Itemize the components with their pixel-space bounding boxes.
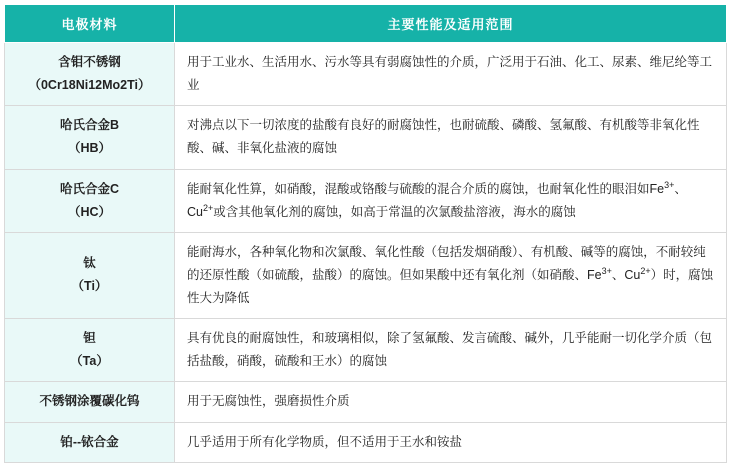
description-cell (175, 382, 727, 422)
description-line: 眼泪如Fe (612, 181, 665, 196)
material-name-line: 钽 (83, 331, 96, 346)
material-cell (5, 232, 175, 318)
superscript-charge: 2+ (640, 265, 651, 276)
table-row (5, 382, 727, 422)
table-row (5, 106, 727, 169)
description-line: ）时，腐蚀性大为降低 (187, 267, 714, 305)
table-row (5, 232, 727, 318)
material-name-line: 含钼不锈钢 (58, 55, 121, 69)
material-code-line: （HB） (67, 141, 112, 156)
column-header-properties: 主要性能及适用范围 (175, 5, 727, 43)
superscript-charge: 3+ (664, 179, 675, 190)
description-line: 能耐海水，各种氧化物和次氯酸、氧化性酸（包括发烟硝酸）、有机酸、碱等 (187, 244, 606, 259)
description-line: 或含其他氧化剂的腐蚀，如高于常温的次氯酸盐溶液，海水 (213, 204, 539, 219)
description-line: 对沸点以下一切浓度的盐酸有良好的耐腐蚀性，也耐硫酸、磷酸、氢氟酸、有 (187, 118, 613, 133)
table-header-row (5, 5, 727, 43)
description-line: 剂（如硝酸、Fe (512, 267, 602, 282)
description-cell (175, 169, 727, 232)
description-line: 几乎适用于所有化学物质，但不适用于王水和铵盐 (187, 434, 463, 449)
superscript-charge: 3+ (601, 265, 612, 276)
material-name-line: 哈氏合金C (59, 181, 120, 196)
column-header-material: 电极材料 (5, 5, 175, 43)
description-line: 、Cu (187, 181, 687, 219)
material-cell (5, 169, 175, 232)
description-cell (175, 319, 727, 382)
material-code-line: （HC） (67, 204, 112, 219)
description-line: 能耐氧化性算，如硝酸，混酸或铬酸与硫酸的混合介质的腐蚀，也耐氧化性的 (187, 181, 613, 196)
description-line: 用于无腐蚀性，强磨损性介质 (187, 394, 350, 409)
material-cell (5, 106, 175, 169)
table-row (5, 43, 727, 106)
description-line: 的腐蚀，不耐较纯的还原性酸（如硫酸，盐酸）的腐蚀。但如果酸中还有氧化 (187, 244, 706, 282)
description-cell (175, 232, 727, 318)
table-row (5, 422, 727, 462)
table-row (5, 169, 727, 232)
material-name-line: 哈氏合金B (59, 118, 120, 133)
material-code-line: （Ti） (71, 279, 108, 294)
description-cell (175, 422, 727, 462)
description-line: 用于工业水、生活用水、污水等具有弱腐蚀性的介质，广泛用于石油、化工、 (187, 55, 613, 69)
material-cell (5, 382, 175, 422)
material-code-line: （Ta） (70, 354, 109, 369)
material-cell (5, 319, 175, 382)
material-cell (5, 43, 175, 106)
electrode-material-table (4, 4, 727, 463)
superscript-charge: 2+ (202, 202, 214, 213)
description-line: 尿素、维尼纶等工业 (187, 55, 713, 93)
description-line: 的腐蚀 (538, 204, 576, 219)
material-name-line: 铂--铱合金 (60, 434, 119, 449)
description-cell (175, 43, 727, 106)
material-code-line: （0Cr18Ni12Mo2Ti） (28, 78, 151, 93)
description-cell (175, 106, 727, 169)
description-line: 具有优良的耐腐蚀性，和玻璃相似，除了氢氟酸、发言硫酸、碱外，几乎能 (187, 331, 600, 346)
material-cell (5, 422, 175, 462)
material-name-line: 钛 (83, 256, 96, 271)
description-line: 、Cu (611, 267, 641, 282)
table-row (5, 319, 727, 382)
material-name-line: 不锈钢涂覆碳化钨 (39, 394, 140, 409)
description-line: 机酸等非氧化性酸、碱、非氧化盐液的腐蚀 (187, 118, 700, 156)
description-line: 耐一切化学介质（包括盐酸，硝酸，硫酸和王水）的腐蚀 (187, 331, 713, 369)
